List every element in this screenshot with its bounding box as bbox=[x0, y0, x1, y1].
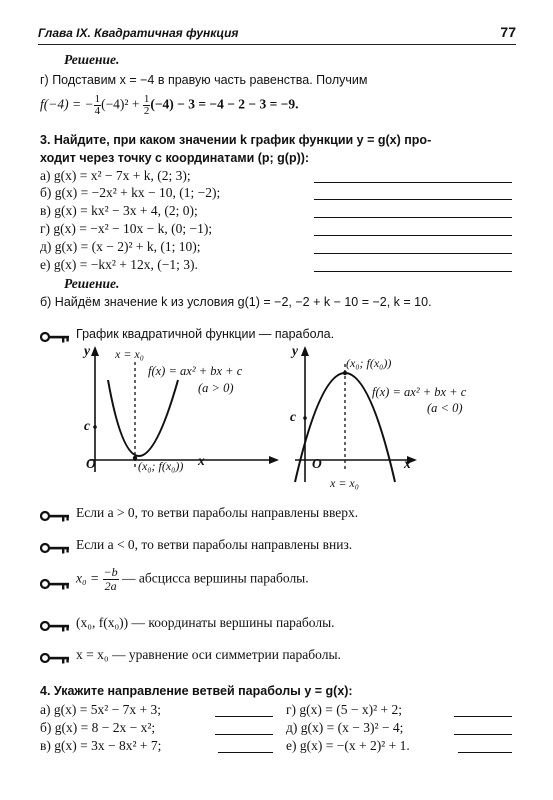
task4-item-a: а) g(x) = 5x² − 7x + 3; bbox=[40, 702, 161, 717]
left-y-label: y bbox=[84, 343, 90, 358]
task3-item-f: е) g(x) = −kx² + 12x, (−1; 3). bbox=[40, 257, 198, 272]
key-icon bbox=[40, 509, 70, 523]
fact-symmetry-axis: x = x₀ — уравнение оси симметрии параболы. bbox=[76, 647, 341, 662]
task3-item-b: б) g(x) = −2x² + kx − 10, (1; −2); bbox=[40, 185, 221, 200]
left-origin-label: O bbox=[86, 456, 96, 471]
formula-line bbox=[40, 94, 299, 117]
left-c-label: c bbox=[84, 418, 90, 433]
answer-blank-3b[interactable] bbox=[314, 199, 512, 200]
page-header bbox=[38, 26, 516, 45]
fraction-minus-b-2a bbox=[103, 566, 119, 593]
answer-blank-3f[interactable] bbox=[314, 271, 512, 272]
left-formula: f(x) = ax² + bx + c bbox=[148, 364, 243, 378]
task4-item-f: е) g(x) = −(x + 2)² + 1. bbox=[286, 738, 410, 753]
left-x-label: x bbox=[198, 453, 205, 468]
task3-solution-line: б) Найдём значение k из условия g(1) = −2, −2 + k − 10 = −2, k = 10. bbox=[40, 295, 432, 309]
fact-branches-down: Если a < 0, то ветви параболы направлены вниз. bbox=[76, 537, 353, 552]
answer-blank-4a[interactable] bbox=[215, 716, 273, 717]
key-icon bbox=[40, 651, 70, 665]
formula-part-c: (−4) − 3 = −4 − 2 − 3 = −9. bbox=[150, 96, 299, 112]
task4-item-c: в) g(x) = 3x − 8x² + 7; bbox=[40, 738, 162, 753]
answer-blank-4f[interactable] bbox=[458, 752, 512, 753]
formula-part-b: (−4)² + bbox=[101, 96, 140, 112]
right-c-label: c bbox=[290, 409, 296, 424]
answer-blank-3e[interactable] bbox=[314, 253, 512, 254]
answer-blank-4d[interactable] bbox=[454, 716, 512, 717]
task3-item-e: д) g(x) = (x − 2)² + k, (1; 10); bbox=[40, 239, 201, 254]
task3-heading-line1: 3. Найдите, при каком значении k график функции y = g(x) про- bbox=[40, 133, 432, 147]
key-icon bbox=[40, 619, 70, 633]
frac1-den: 4 bbox=[94, 105, 101, 117]
frac2-num: 1 bbox=[143, 93, 150, 105]
task3-item-c: в) g(x) = kx² − 3x + 4, (2; 0); bbox=[40, 203, 198, 218]
task3-item-a: а) g(x) = x² − 7x + k, (2; 3); bbox=[40, 168, 191, 183]
fraction-1-4 bbox=[94, 94, 102, 117]
formula-part-a: f(−4) = − bbox=[40, 96, 94, 112]
answer-blank-3a[interactable] bbox=[314, 182, 512, 183]
frac1-num: 1 bbox=[94, 93, 101, 105]
graph-intro: График квадратичной функции — парабола. bbox=[76, 327, 335, 341]
left-condition: (a > 0) bbox=[198, 381, 234, 395]
solution-label-1: Решение. bbox=[64, 52, 120, 67]
answer-blank-3c[interactable] bbox=[314, 217, 512, 218]
f3-pre: x₀ = bbox=[76, 570, 100, 586]
task3-item-d: г) g(x) = −x² − 10x − k, (0; −1); bbox=[40, 221, 213, 236]
fact-vertex-abscissa bbox=[76, 566, 309, 593]
fact-vertex-coords: (x₀, f(x₀)) — координаты вершины параболы. bbox=[76, 615, 335, 630]
task3-heading-line2: ходит через точку с координатами (p; g(p)): bbox=[40, 151, 310, 165]
f3-den: 2a bbox=[104, 579, 117, 593]
f3-num: −b bbox=[103, 565, 118, 579]
right-formula: f(x) = ax² + bx + c bbox=[372, 385, 467, 399]
answer-blank-4c[interactable] bbox=[218, 752, 273, 753]
right-condition: (a < 0) bbox=[427, 401, 463, 415]
task4-item-e: д) g(x) = (x − 3)² − 4; bbox=[286, 720, 404, 735]
key-icon bbox=[40, 541, 70, 555]
left-x0-label: x = x₀ bbox=[115, 347, 144, 361]
page-number: 77 bbox=[500, 24, 516, 40]
fact-branches-up: Если a > 0, то ветви параболы направлены вверх. bbox=[76, 505, 359, 520]
chapter-title: Глава IX. Квадратичная функция bbox=[38, 26, 239, 40]
task4-item-b: б) g(x) = 8 − 2x − x²; bbox=[40, 720, 156, 735]
solution-label-2: Решение. bbox=[64, 276, 120, 291]
right-x0-label: x = x₀ bbox=[330, 476, 359, 490]
answer-blank-4e[interactable] bbox=[454, 734, 512, 735]
right-origin-label: O bbox=[312, 456, 322, 471]
answer-blank-3d[interactable] bbox=[314, 235, 512, 236]
frac2-den: 2 bbox=[143, 105, 150, 117]
key-icon bbox=[40, 577, 70, 591]
task4-item-d: г) g(x) = (5 − x)² + 2; bbox=[286, 702, 403, 717]
f3-post: — абсцисса вершины параболы. bbox=[122, 570, 309, 586]
answer-blank-4b[interactable] bbox=[215, 734, 273, 735]
right-y-label: y bbox=[292, 343, 298, 358]
task4-heading: 4. Укажите направление ветвей параболы y = g(x): bbox=[40, 684, 353, 698]
key-icon bbox=[40, 330, 70, 344]
left-vertex-label: (x₀; f(x₀)) bbox=[138, 459, 184, 473]
right-x-label: x bbox=[404, 456, 411, 471]
right-vertex-label: (x₀; f(x₀)) bbox=[346, 356, 392, 370]
substitution-line: г) Подставим x = −4 в правую часть равенства. Получим bbox=[40, 73, 368, 87]
